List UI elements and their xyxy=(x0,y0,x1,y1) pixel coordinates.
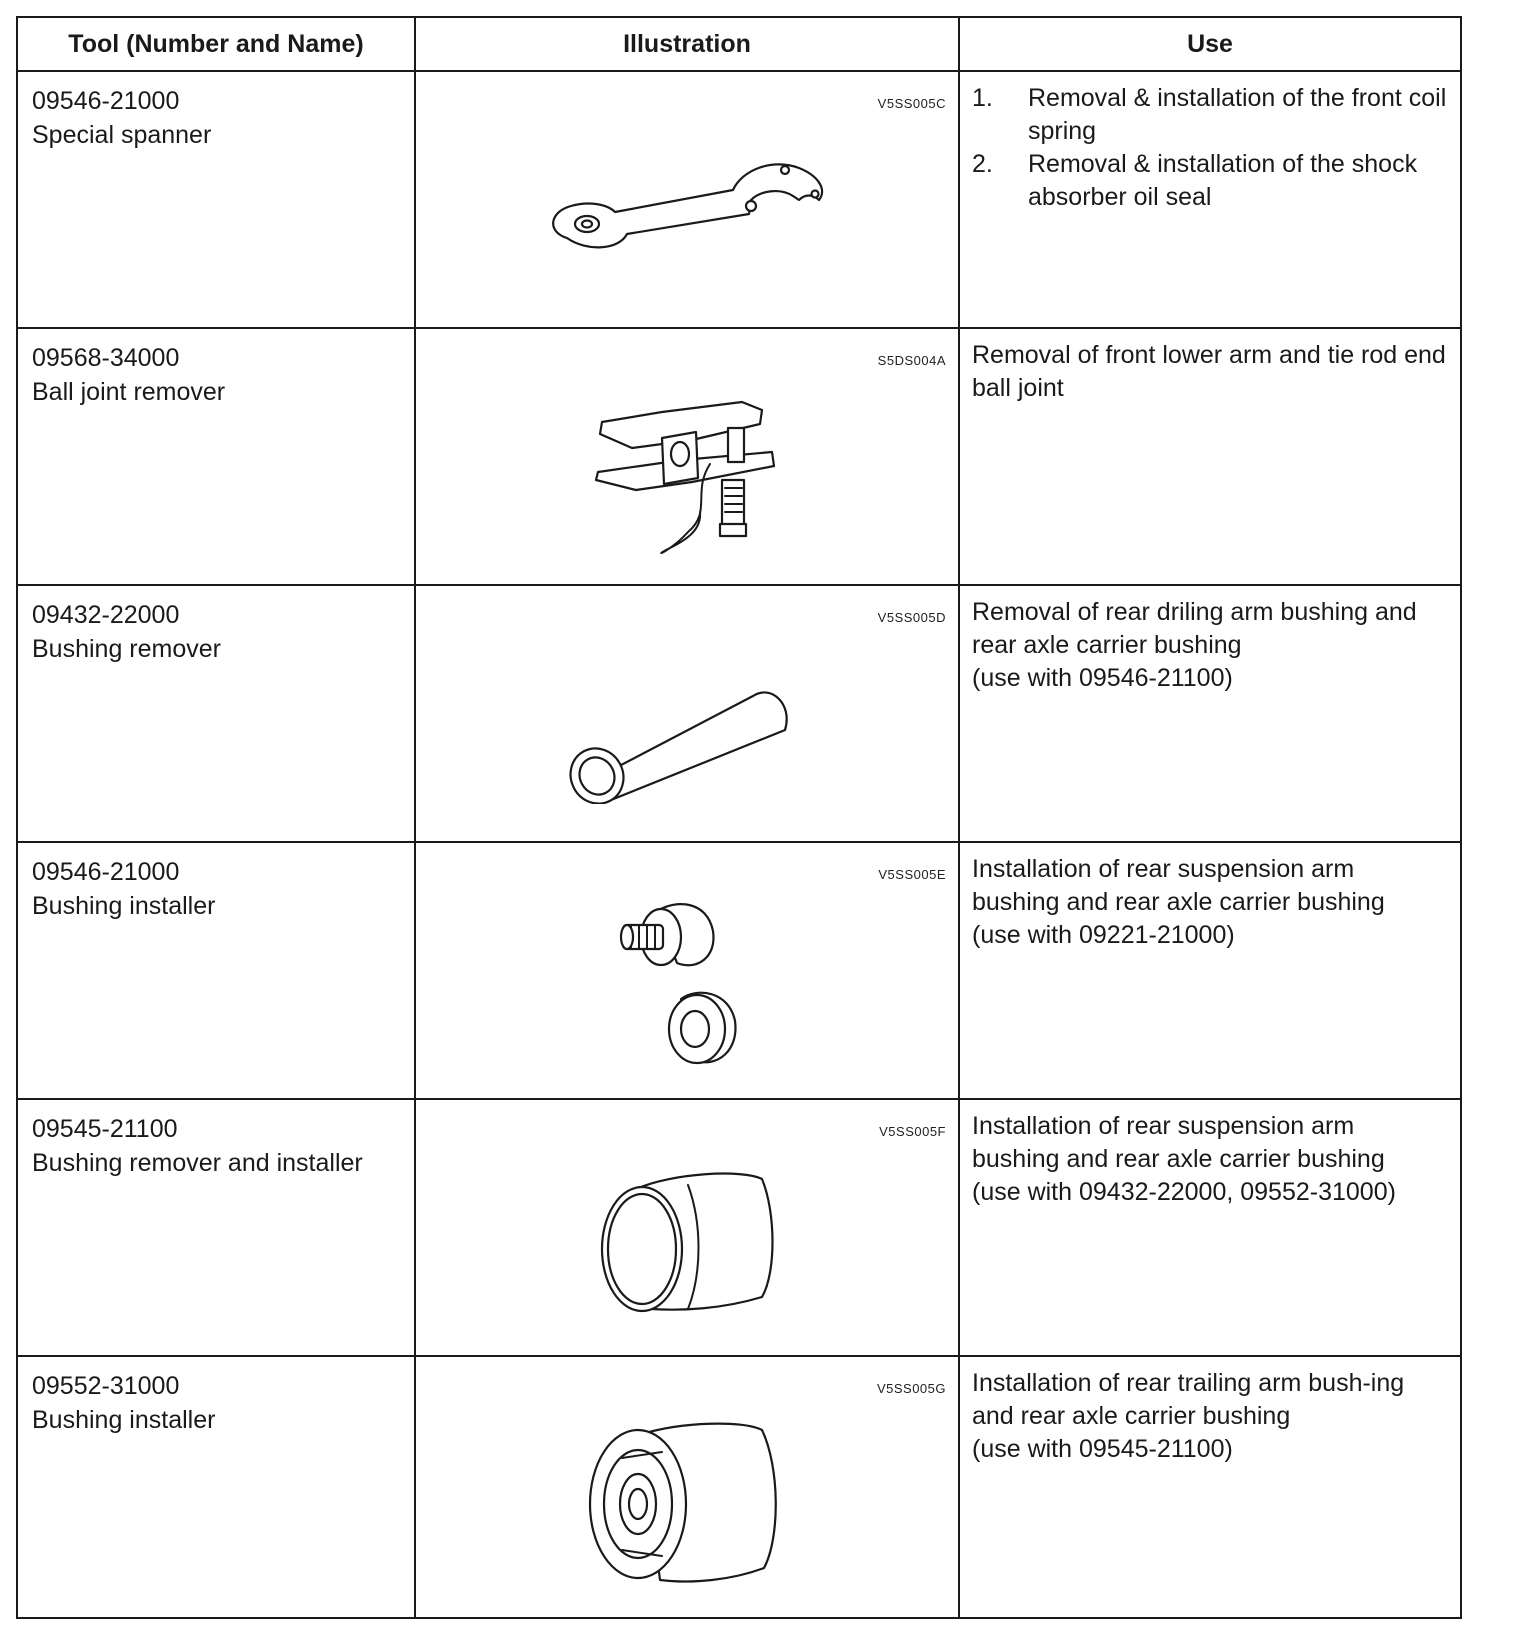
figure-code: V5SS005C xyxy=(877,96,946,111)
use-text: Installation of rear suspension arm bushing and rear axle carrier bushing xyxy=(972,855,1385,916)
illustration-cell xyxy=(415,585,959,842)
use-text: Removal of rear driling arm bushing and rear axle carrier bushing xyxy=(972,598,1417,659)
tube-remover-icon xyxy=(567,654,807,804)
figure-code: V5SS005F xyxy=(879,1124,946,1139)
use-note: (use with 09546-21100) xyxy=(972,664,1233,692)
table-row xyxy=(17,842,1461,1099)
use-note: (use with 09432-22000, 09552-31000) xyxy=(972,1178,1396,1206)
use-list-item xyxy=(972,148,1448,214)
bushing-installer-pair-icon xyxy=(617,891,757,1081)
table-row xyxy=(17,585,1461,842)
stepped-installer-icon xyxy=(582,1418,792,1588)
header-illustration: Illustration xyxy=(415,17,959,71)
use-note: (use with 09221-21000) xyxy=(972,921,1235,949)
figure-code: V5SS005G xyxy=(876,1381,946,1396)
use-text: Installation of rear trailing arm bush-ing and rear axle carrier bushing xyxy=(972,1369,1405,1430)
use-cell xyxy=(959,842,1461,1099)
figure-code: S5DS004A xyxy=(877,353,946,368)
table-row xyxy=(17,71,1461,328)
use-cell xyxy=(959,71,1461,328)
tool-name: Ball joint remover xyxy=(32,378,226,406)
illustration-cell xyxy=(415,328,959,585)
illustration-cell xyxy=(415,71,959,328)
figure-code: V5SS005E xyxy=(878,867,946,882)
illustration-cell xyxy=(415,1356,959,1618)
use-cell xyxy=(959,1356,1461,1618)
illustration-cell xyxy=(415,842,959,1099)
tool-number: 09546-21000 xyxy=(32,87,180,115)
tool-name: Special spanner xyxy=(32,121,212,149)
tool-cell xyxy=(17,328,415,585)
use-note: (use with 09545-21100) xyxy=(972,1435,1233,1463)
special-tools-table xyxy=(16,16,1462,1619)
use-text: Removal of front lower arm and tie rod end ball joint xyxy=(972,341,1446,402)
table-header-row xyxy=(17,17,1461,71)
special-spanner-icon xyxy=(537,160,837,270)
tool-number: 09568-34000 xyxy=(32,344,180,372)
tool-name: Bushing remover and installer xyxy=(32,1149,363,1177)
ball-joint-remover-icon xyxy=(592,382,782,562)
tool-name: Bushing remover xyxy=(32,635,221,663)
figure-code: V5SS005D xyxy=(877,610,946,625)
tool-name: Bushing installer xyxy=(32,1406,216,1434)
tool-number: 09552-31000 xyxy=(32,1372,180,1400)
use-list-item xyxy=(972,82,1448,148)
tool-cell xyxy=(17,1356,415,1618)
tool-number: 09545-21100 xyxy=(32,1115,178,1143)
use-item-text: Removal & installation of the shock absorber oil seal xyxy=(1028,150,1418,211)
use-list xyxy=(972,82,1448,214)
table-row xyxy=(17,328,1461,585)
use-cell xyxy=(959,1099,1461,1356)
header-use: Use xyxy=(959,17,1461,71)
tool-cell xyxy=(17,585,415,842)
tool-number: 09432-22000 xyxy=(32,601,180,629)
use-cell xyxy=(959,328,1461,585)
use-text: Installation of rear suspension arm bushing and rear axle carrier bushing xyxy=(972,1112,1385,1173)
illustration-cell xyxy=(415,1099,959,1356)
use-item-number: 2. xyxy=(972,150,993,178)
tool-number: 09546-21000 xyxy=(32,858,180,886)
use-item-number: 1. xyxy=(972,84,993,112)
table-row xyxy=(17,1099,1461,1356)
tool-cell xyxy=(17,1099,415,1356)
tool-name: Bushing installer xyxy=(32,892,216,920)
tool-cell xyxy=(17,842,415,1099)
table-row xyxy=(17,1356,1461,1618)
tool-cell xyxy=(17,71,415,328)
use-item-text: Removal & installation of the front coil spring xyxy=(1028,84,1447,145)
cup-installer-icon xyxy=(592,1163,782,1323)
header-tool: Tool (Number and Name) xyxy=(17,17,415,71)
use-cell xyxy=(959,585,1461,842)
